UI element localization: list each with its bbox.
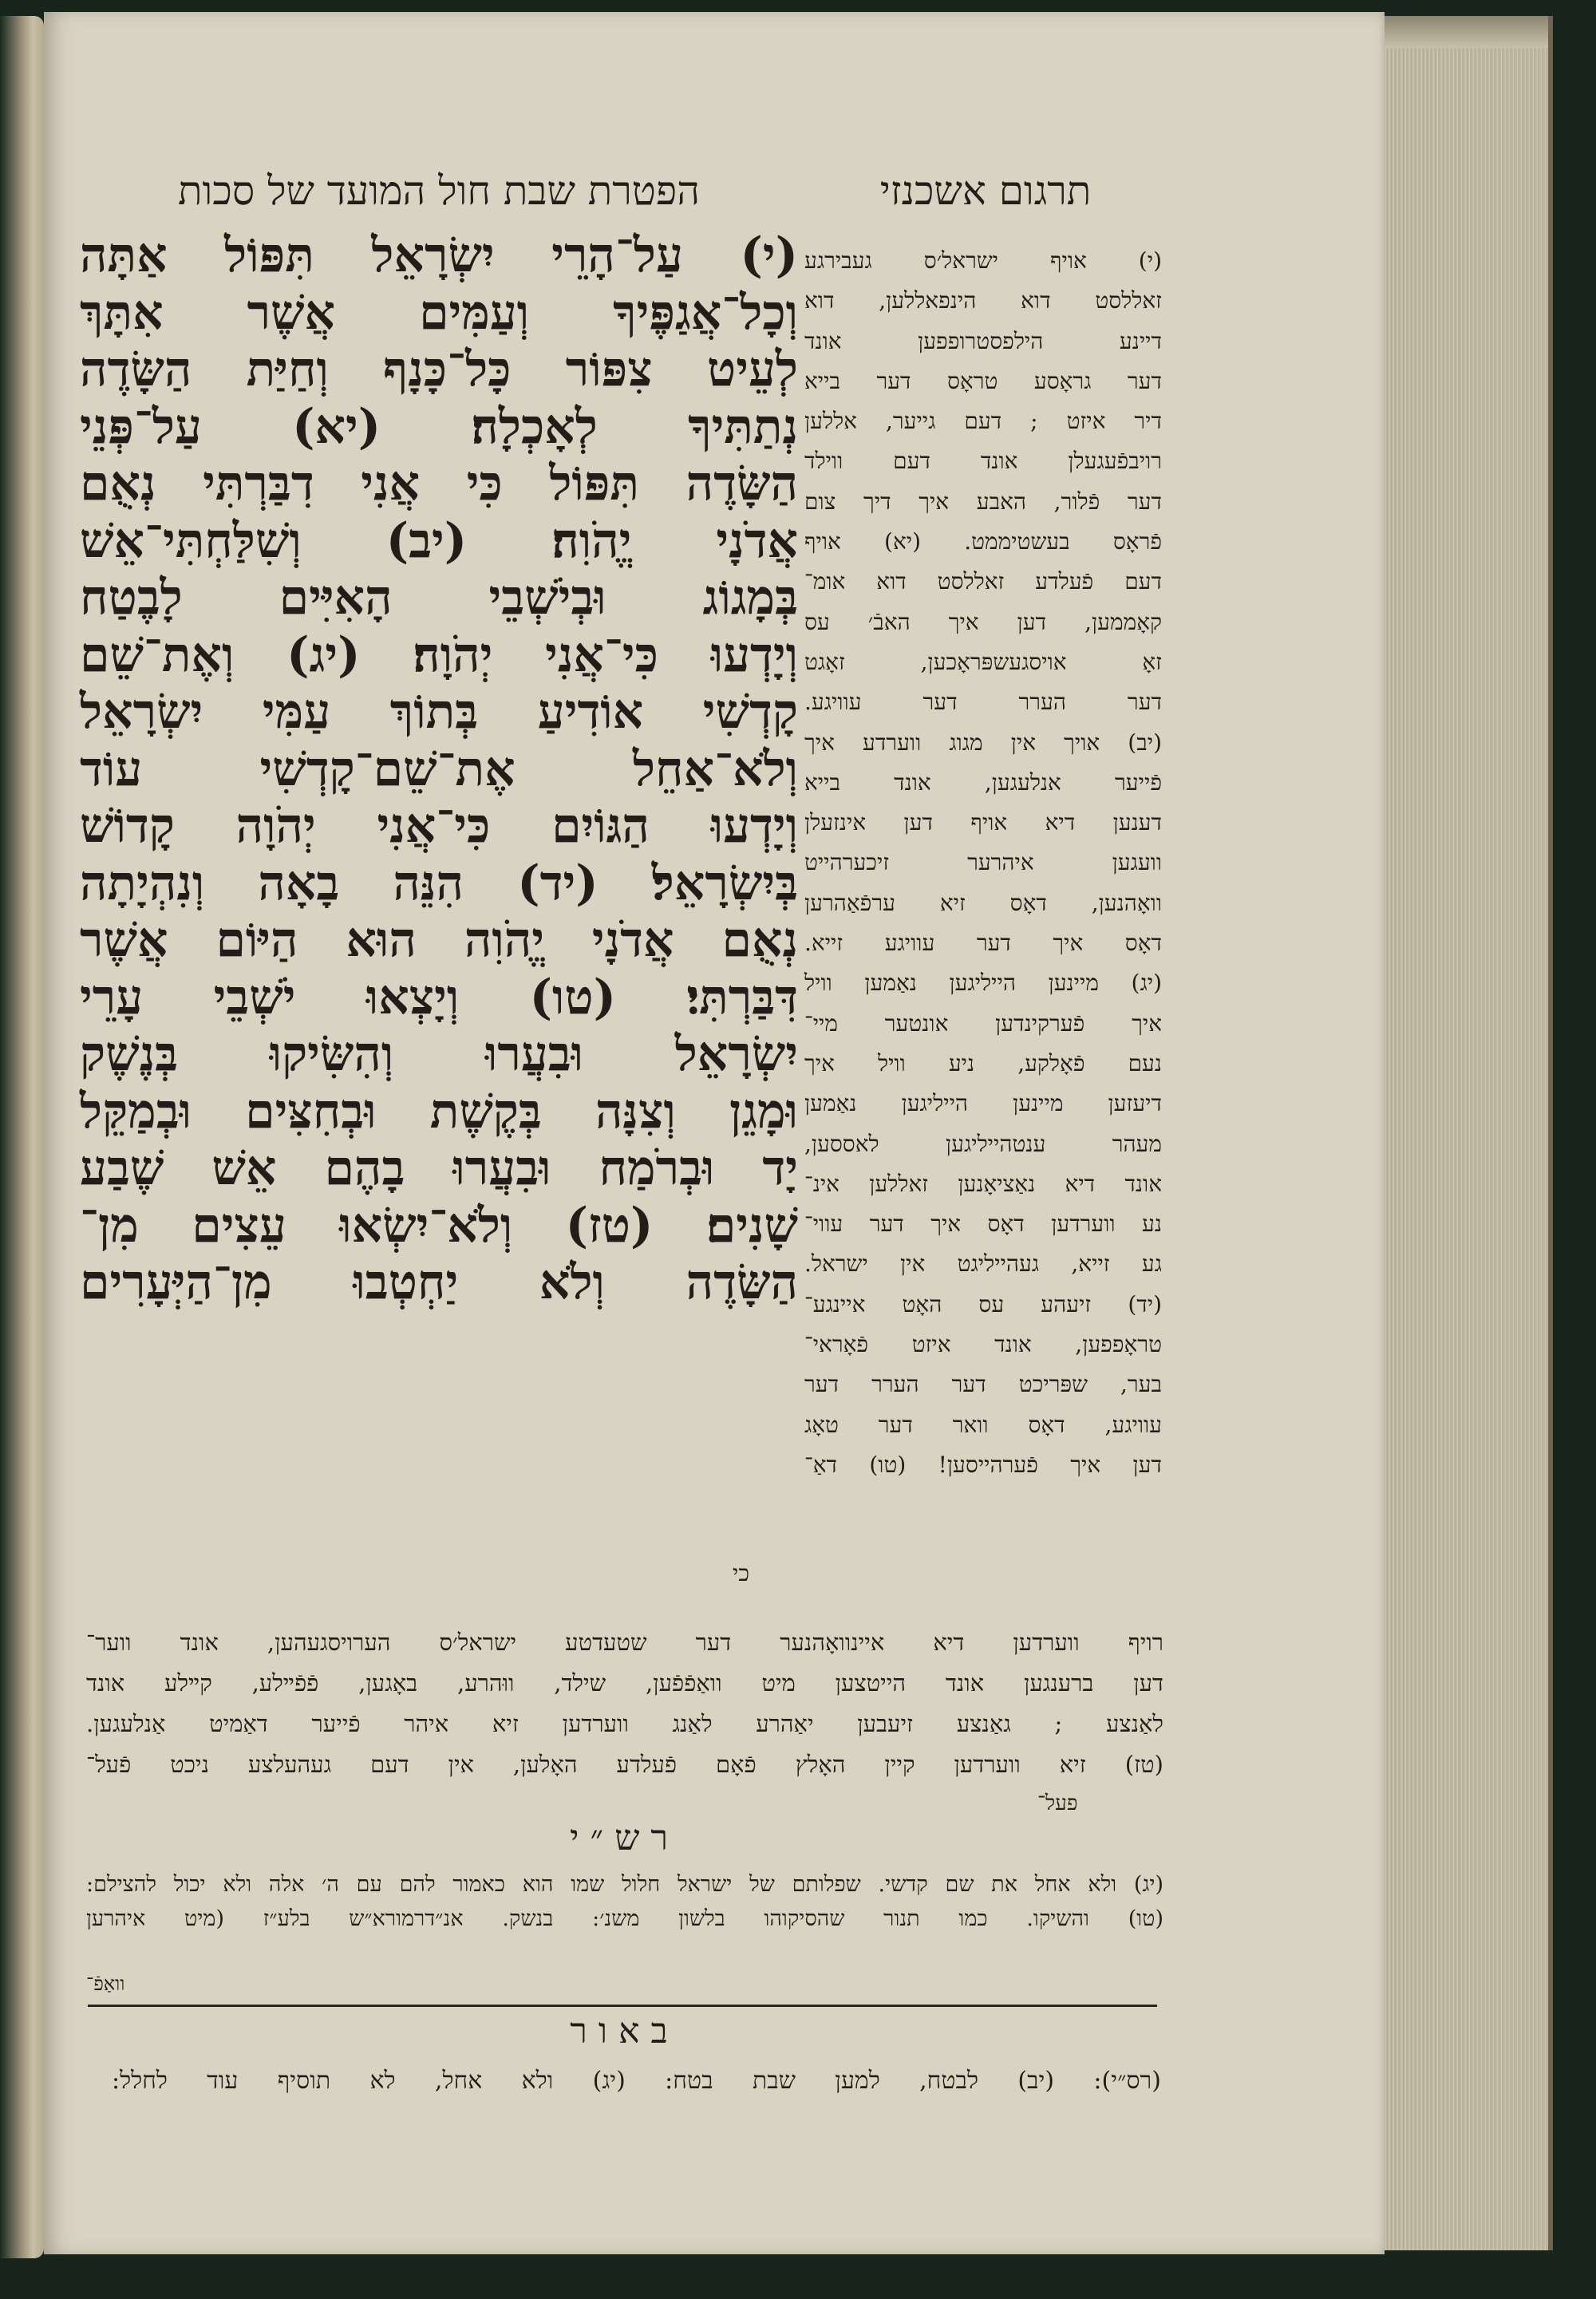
hebrew-line: לְעֵיט צִפּוֹר כָּל־כָּנָף וְחַיַּת הַשָּׂדֶה	[80, 342, 798, 397]
hebrew-line: שָׁנִים׃ (טז) וְלֹא־יִשְׂאוּ עֵצִים מִן־	[80, 1197, 798, 1254]
translation-line: פֿראָס בעשטיממט. (יא) אויף	[804, 528, 1162, 555]
translation-line: מעהר ענטהייליגען לאססען,	[804, 1130, 1162, 1157]
translation-line: בער, שפּריכט דער הערר דער	[804, 1371, 1162, 1398]
translation-line: דיינע הילפסטרופפען אונד	[804, 327, 1162, 354]
translation-line: רויבפֿעגעלן אונד דעם ווילד	[804, 448, 1162, 475]
translation-line: (יג) מיינען הייליגען נאַמען וויל	[804, 970, 1162, 997]
page-edges-top	[1385, 16, 1548, 48]
translation-line: (יב) אויך אין מגוג ווערדע איך	[804, 729, 1162, 756]
translation-line: וועגען איהרער זיכערהייט	[804, 849, 1162, 876]
hebrew-line: אֲדֹנָי יֱהֹוִה׃ (יב) וְשִׁלַּחְתִּי־אֵשׁ	[80, 512, 798, 569]
translation-line: דער גראָסע טראָס דער בייא	[804, 367, 1162, 394]
rashi-line-end: וואַפֿ־	[86, 1973, 125, 1995]
translation-line: זאללסט דוא הינפאללען, דוא	[804, 287, 1162, 314]
translation-line: טראָפפען, אונד איזט פֿאָראי־	[804, 1331, 1162, 1358]
hebrew-line: וּמָגֵן וְצִנָּה בְּקֶשֶׁת וּבְחִצִּים וּבְמַקֵּל	[80, 1083, 798, 1140]
translation-heading: תרגום אשכנזי	[879, 168, 1092, 214]
hebrew-line: (י) עַל־הָרֵי יִשְׂרָאֵל תִּפּוֹל אַתָּה	[80, 227, 798, 283]
biur-heading: באור	[570, 2011, 679, 2052]
hebrew-line: וְכָל־אֲגַפֶּיךָ וְעַמִּים אֲשֶׁר אִתָּךְ	[80, 284, 798, 341]
haftarah-heading: הפטרת שבת חול המועד של סכות	[178, 168, 700, 214]
translation-line: דער הערר דער עוויגע.	[804, 689, 1162, 716]
translation-line: אונד דיא נאַציאָנען זאללען אינ־	[804, 1170, 1162, 1197]
translation-line: דאָס איך דער עוויגע זייא.	[804, 930, 1162, 957]
translation-line: איך פֿערקינדען אונטער מיי־	[804, 1009, 1162, 1037]
translation-full-line: לאַנצע ; גאַנצע זיעבען יאַהרע לאַנג ווערדען זיא איהר פֿייער דאַמיט אַנלעגען.	[86, 1710, 1163, 1737]
translation-column	[804, 241, 1162, 1485]
rashi-commentary	[86, 1867, 1163, 1936]
hebrew-line: הַשָּׂדֶה תִּפּוֹל כִּי אֲנִי דִבַּרְתִּי נְאֻם	[80, 456, 798, 512]
translation-line: פֿייער אנלעגען, אונד בייא	[804, 768, 1162, 796]
rashi-line: (יג) ולא אחל את שם קדשי. שפלותם של ישראל חלול שמו הוא כאמור להם עם ה׳ אלה ולא יכול להצילם:	[86, 1872, 1163, 1897]
translation-line: זאָ אויסגעשפּראָכען, זאָגט	[804, 648, 1162, 675]
translation-line: דענען דיא אויף דען אינזעלן	[804, 809, 1162, 836]
translation-line: נע ווערדען דאָס איך דער עווי־	[804, 1211, 1162, 1238]
translation-full-width	[86, 1622, 1163, 1785]
hebrew-line: יָד וּבְרֹמַח וּבִעֲרוּ בָהֶם אֵשׁ שֶׁבַע	[80, 1140, 798, 1196]
hebrew-line: יִשְׂרָאֵל וּבִעֲרוּ וְהִשִּׂיקוּ בְּנֶשֶׁק	[80, 1026, 798, 1082]
translation-line: דיעזען מיינען הייליגען נאַמען	[804, 1090, 1162, 1117]
hebrew-line: נְתַתִּיךָ לְאָכְלָה׃ (יא) עַל־פְּנֵי	[80, 398, 798, 455]
translation-line: דעם פֿעלדע זאללסט דוא אומ־	[804, 568, 1162, 595]
translation-line: נעם פֿאָלקע, ניע וויל איך	[804, 1049, 1162, 1076]
translation-line: קאָממען, דען איך האבֿ׳ עס	[804, 608, 1162, 635]
translation-line: גע זייא, געהייליגט אין ישראל.	[804, 1250, 1162, 1278]
rashi-heading: רש״י	[569, 1818, 680, 1859]
translation-line: דיר איזט ; דעם גייער, אללען	[804, 408, 1162, 435]
hebrew-line: וְיָדְעוּ הַגּוֹיִם כִּי־אֲנִי יְהֹוָה קָדוֹשׁ	[80, 798, 798, 854]
hebrew-line: וְיָדְעוּ כִּי־אֲנִי יְהֹוָה׃ (יג) וְאֶת־שֵׁם	[80, 626, 798, 683]
hebrew-line: דִּבַּרְתִּי׃ (טו) וְיָצְאוּ יֹשְׁבֵי עָרֵי	[80, 969, 798, 1025]
hebrew-line: בְּיִשְׂרָאֵל׃ (יד) הִנֵּה בָאָה וְנִהְיָתָה	[80, 855, 798, 911]
divider-rule	[88, 2005, 1157, 2007]
translation-line: (י) אויף ישראל׳ס געבירגע	[804, 247, 1162, 274]
hebrew-text-column	[80, 227, 798, 1312]
hebrew-line: בְּמָגוֹג וּבְיֹשְׁבֵי הָאִיִּים לָבֶטַח	[80, 570, 798, 626]
hebrew-line: הַשָּׂדֶה וְלֹא יַחְטְבוּ מִן־הַיְּעָרִים	[80, 1254, 798, 1310]
hebrew-line: וְלֹא־אַחֵל אֶת־שֵׁם־קָדְשִׁי עוֹד	[80, 741, 798, 797]
translation-line: (יד) זיעהע עס האָט איינגע־	[804, 1290, 1162, 1317]
translation-line: וואָהנען, דאָס זיא ערפֿאַהרען	[804, 889, 1162, 916]
catchword: כי	[733, 1560, 750, 1586]
hebrew-line: קָדְשִׁי אוֹדִיעַ בְּתוֹךְ עַמִּי יִשְׂרָאֵל	[80, 684, 798, 740]
page-edges	[1385, 16, 1553, 2250]
translation-line: דען איך פֿערהייסען! (טו) דאַ־	[804, 1451, 1162, 1478]
translation-line: עוויגע, דאָס וואר דער טאָג	[804, 1411, 1162, 1438]
biur-commentary: (רס״י): (יב) לבטח, למען שבת בטח: (יג) ולא אחל, לא תוסיף עוד לחלל:	[112, 2067, 1161, 2095]
hebrew-line: נְאֻם אֲדֹנָי יֱהֹוִה הוּא הַיּוֹם אֲשֶׁר	[80, 912, 798, 968]
rashi-line: (טו) והשיקו. כמו תנור שהסיקוהו בלשון משנ׳: בנשק. אנ״דרמורא״ש בלע״ז (מיט איהרען	[86, 1906, 1163, 1931]
translation-line: דער פֿלור, האבע איך דיך צום	[804, 488, 1162, 515]
previous-page-edge	[0, 16, 44, 2258]
translation-full-line: דען ברענגען אונד הייטצען מיט וואַפֿפֿען, שילד, ווּהרע, באָגען, פֿפֿײלע, קײלע אונד	[86, 1669, 1163, 1697]
translation-catchword: פעל־	[1037, 1791, 1078, 1815]
translation-full-line: (טז) זיא ווערדען קיין האָלץ פֿאָם פֿעלדע האָלען, אין דעם געהעלצע ניכט פֿעל־	[86, 1751, 1163, 1778]
translation-full-line: רויף ווערדען דיא איינוואָהנער דער שטעדטע ישראל׳ס הערויסגעהען, אונד ווער־	[86, 1629, 1163, 1656]
